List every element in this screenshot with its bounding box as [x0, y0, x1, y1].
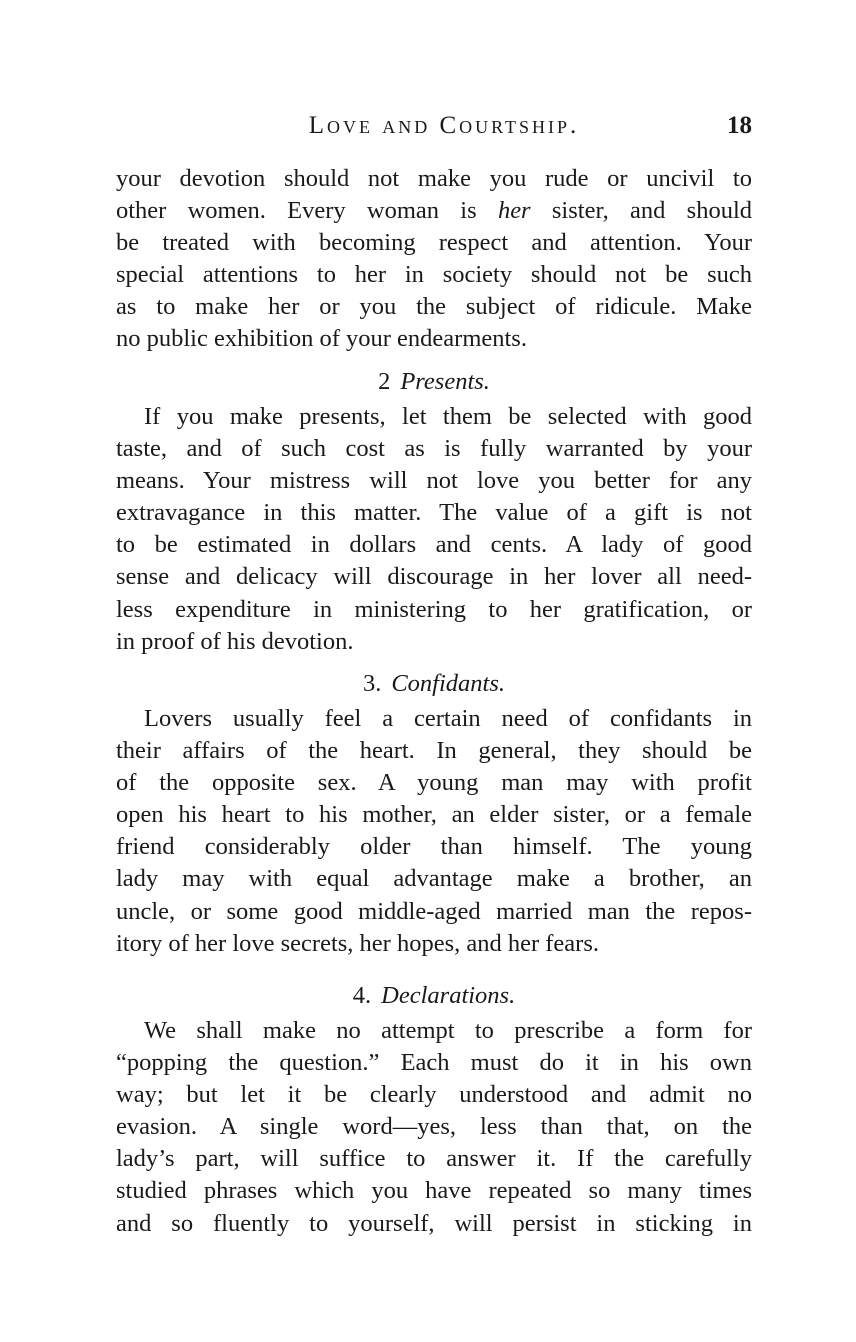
text-line: of the opposite sex. A young man may with profit: [116, 769, 752, 797]
paragraph-confidants: [116, 703, 752, 960]
section-heading-declarations: [116, 980, 752, 1012]
section-heading-confidants: [116, 668, 752, 700]
text-line: lady may with equal advantage make a brother, an: [116, 865, 752, 893]
running-title: Love and Courtship.: [308, 112, 580, 139]
text-line: special attentions to her in society should not be such: [116, 261, 752, 289]
text-line: sense and delicacy will discourage in her lover all need-: [116, 563, 752, 591]
section-heading-presents: [116, 366, 752, 398]
text-line: as to make her or you the subject of ridicule. Make: [116, 293, 752, 321]
section-title: Declarations.: [381, 982, 516, 1009]
paragraph-presents: [116, 401, 752, 658]
section-number: 4.: [352, 982, 372, 1009]
text-line: extravagance in this matter. The value of a gift is not: [116, 499, 752, 527]
section-title: Confidants.: [391, 670, 506, 697]
text-line: evasion. A single word—yes, less than that, on the: [116, 1113, 752, 1141]
text-line: itory of her love secrets, her hopes, and her fears.: [116, 929, 600, 957]
section-number: 2: [378, 368, 391, 395]
text-line: uncle, or some good middle-aged married man the repos-: [116, 897, 752, 925]
text-line: other women. Every woman is her sister, and should: [116, 197, 753, 225]
text-line: “popping the question.” Each must do it in his own: [116, 1049, 752, 1077]
text-line: friend considerably older than himself. The young: [116, 833, 752, 861]
text-line: no public exhibition of your endearments.: [116, 325, 527, 353]
text-line: to be estimated in dollars and cents. A lady of good: [116, 531, 752, 559]
text-line: way; but let it be clearly understood and admit no: [116, 1081, 752, 1109]
text-line: We shall make no attempt to prescribe a form for: [144, 1017, 752, 1044]
text-line: their affairs of the heart. In general, they should be: [116, 737, 752, 765]
paragraph-continuation: [116, 163, 752, 356]
text-line: taste, and of such cost as is fully warranted by your: [116, 435, 752, 463]
text-line: lady’s part, will suffice to answer it. If the carefully: [116, 1145, 752, 1173]
page-number: 18: [727, 112, 752, 139]
text-line: studied phrases which you have repeated so many times: [116, 1177, 752, 1205]
text-line: Lovers usually feel a certain need of confidants in: [144, 705, 752, 732]
paragraph-declarations: [116, 1015, 752, 1240]
text-line: your devotion should not make you rude or uncivil to: [116, 165, 752, 192]
text-line: means. Your mistress will not love you better for any: [116, 467, 752, 495]
section-number: 3.: [362, 670, 382, 697]
text-line: less expenditure in ministering to her gratification, or: [116, 595, 752, 623]
running-head: [116, 108, 752, 144]
text-line: open his heart to his mother, an elder sister, or a female: [116, 801, 752, 829]
text-line: be treated with becoming respect and attention. Your: [116, 229, 752, 257]
section-title: Presents.: [400, 368, 490, 395]
text-line: If you make presents, let them be selected with good: [144, 403, 752, 430]
emphasis-word: her: [497, 197, 531, 225]
text-line: and so fluently to yourself, will persist in sticking in: [116, 1209, 752, 1237]
text-line: in proof of his devotion.: [116, 627, 354, 655]
